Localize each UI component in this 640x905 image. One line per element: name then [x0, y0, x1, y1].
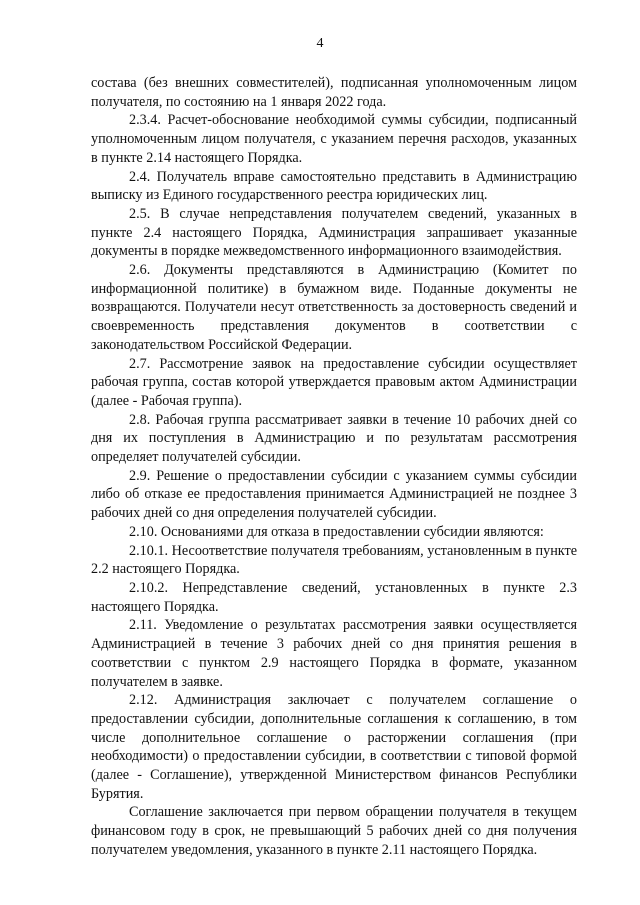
paragraph-2-3-4: 2.3.4. Расчет-обоснование необходимой суммы субсидии, подписанный уполномоченным лицом получателя, с указанием перечня расходов, указанных в пункте 2.14 настоящего Порядка. — [91, 112, 577, 166]
paragraph-2-9: 2.9. Решение о предоставлении субсидии с указанием суммы субсидии либо об отказе ее предоставления принимается Администрацией не позднее 3 рабочих дней со дня определения получателей субсидии. — [91, 467, 577, 522]
paragraph-2-11: 2.11. Уведомление о результатах рассмотрения заявки осуществляется Администрацией в течение 3 рабочих дней со дня принятия решения в соответствии с пунктом 2.9 настоящего Порядка в формате, указанном получателем в заявке. — [91, 617, 577, 690]
paragraph-agreement-terms: Соглашение заключается при первом обращении получателя в текущем финансовом году в срок, не превышающий 5 рабочих дней со дня получения получателем уведомления, указанного в пункте 2.11 настоящего Порядка. — [91, 804, 577, 858]
paragraph-2-7: 2.7. Рассмотрение заявок на предоставление субсидии осуществляет рабочая группа, состав которой утверждается правовым актом Администрации (далее - Рабочая группа). — [91, 355, 577, 409]
paragraph-2-10-1: 2.10.1. Несоответствие получателя требованиям, установленным в пункте 2.2 настоящего Порядка. — [91, 542, 577, 578]
paragraph-continuation: состава (без внешних совместителей), подписанная уполномоченным лицом получателя, по состоянию на 1 января 2022 года. — [91, 75, 577, 110]
paragraph-2-4: 2.4. Получатель вправе самостоятельно представить в Администрацию выписку из Единого государственного реестра юридических лиц. — [91, 168, 577, 204]
paragraph-2-6: 2.6. Документы представляются в Администрацию (Комитет по информационной политике) в бумажном виде. Поданные документы не возвращаются. Получатели несут ответственность за достоверность сведений и своевременность представления документов в соответствии с законодательством Российской Федерации. — [91, 262, 577, 353]
paragraph-2-10: 2.10. Основаниями для отказа в предоставлении субсидии являются: — [129, 523, 544, 540]
paragraph-2-10-2: 2.10.2. Непредставление сведений, установленных в пункте 2.3 настоящего Порядка. — [91, 579, 577, 615]
paragraph-2-5: 2.5. В случае непредставления получателем сведений, указанных в пункте 2.4 настоящего Порядка, Администрация запрашивает указанные документы в порядке межведомственного информационного взаимодействия. — [91, 205, 577, 260]
paragraph-2-12: 2.12. Администрация заключает с получателем соглашение о предоставлении субсидии, дополнительные соглашения к соглашению, в том числе дополнительное соглашение о расторжении соглашения (при необходимости) о предоставлении субсидии, в соответствии с типовой формой (далее - Соглашение), утвержденной Министерством финансов Республики Бурятия. — [91, 692, 577, 802]
page-number: 4 — [316, 36, 324, 51]
paragraph-2-8: 2.8. Рабочая группа рассматривает заявки в течение 10 рабочих дней со дня их поступления в Администрацию и по результатам рассмотрения определяет получателей субсидии. — [91, 411, 577, 466]
document-body — [91, 74, 577, 860]
